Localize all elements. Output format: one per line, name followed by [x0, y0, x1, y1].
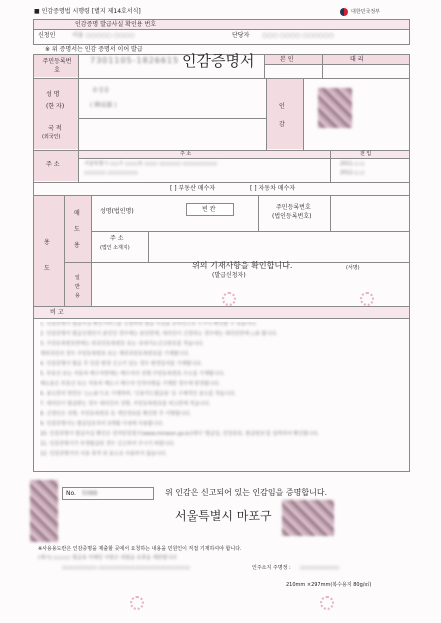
address-value: 서울특별시 ○○구 ○○○로 ○○○ ○○○○○ ○○○○○○○○ [84, 161, 218, 167]
resident-number-value: 7301105-1826615 [90, 56, 180, 65]
footer-note-1: ※사용용도란은 인감증명을 제출할 곳에서 요청하는 내용을 민원인이 직접 기재하셔야 합니다. [38, 546, 242, 552]
moved-in-date-2: 2012.○.○ [340, 170, 365, 176]
issuing-office: 서울특별시 마포구 [175, 509, 272, 523]
applicant-value: 서울 ○○○○○ ○○○○ [72, 32, 135, 39]
watermark-flower-icon [320, 596, 334, 610]
official-seal [282, 500, 334, 536]
confirm-sub-text: (발급신청자) [212, 272, 246, 279]
signature-label: (서명) [346, 265, 360, 271]
name-value: 유성웅 [92, 87, 110, 94]
name-hanja-label: (한 자) [46, 103, 65, 110]
remarks-note: 5. 부동산 또는 자동차 매수자란에는 매수자의 성명·주민등록번호·주소를 기재합니다. [40, 371, 225, 377]
issue-number-label: 인감증명 발급사실 확인용 번호 [75, 21, 157, 28]
remarks-notes [40, 322, 405, 468]
name-hanja-value: ( 柳成雄 ) [90, 102, 117, 109]
remarks-note: 10. 인감증명서 발급사실 확인은 전자민원창구(www.minwon.go.kr)에서 '발급일, 민원종류, 발급번호'를 입력하여 확인합니다. [40, 431, 320, 437]
government-logo: 대한민국정부 [340, 6, 410, 18]
issuer-photo [30, 480, 58, 542]
nationality-sub-label: (외국인) [42, 134, 61, 140]
remarks-note: 12. 인감증명서의 사용 목적 외 용도로 사용하지 않습니다. [40, 451, 167, 457]
remarks-note: 11. 인감증명서가 부정발급된 경우 신고하여 주시기 바랍니다. [40, 441, 175, 447]
agent-label: 대 리 [350, 56, 364, 63]
name-corp-label: 성명(법인명) [100, 208, 134, 215]
company-value: ○○○ ○○○○ ○○○○○○ [262, 32, 334, 39]
certify-text: 위 인감은 신고되어 있는 인감임을 증명합니다. [165, 488, 328, 497]
blank-field-label: 빈 칸 [202, 206, 216, 213]
footer-note-2: (제시) ○○○○ 발급용 미해당 사항은 대필을 보충을 제한합니다 [38, 555, 177, 561]
corp-address-label: 주 소 [110, 235, 124, 242]
remarks-note: 1. 인감증명서 발급사실 확인서비스를 신청하면 발급 사실을 온라인으로 누구나 확인할 수 있습니다. [40, 322, 258, 327]
company-label: 단당자 [232, 32, 250, 39]
remarks-note: 4. 인감증명서 발급 후 인감 변경 신고가 있는 경우 변경일자를 기재합니다. [40, 361, 203, 367]
resident-number-label: 주민등록번호 [42, 58, 72, 74]
remarks-label: 비 고 [50, 309, 64, 316]
remarks-note: 매도용은 부동산 또는 자동차 매도시 매수자 인적사항을 기재한 경우에 한정합니다. [40, 381, 221, 387]
seal-label: 인 감 [279, 103, 285, 128]
seller-use-label: 매 도 용 [74, 210, 80, 249]
paper-spec: 210mm ×297mm(복수용지 80g/㎡) [286, 582, 372, 588]
serial-label: No. [66, 490, 76, 497]
nationality-label: 국 적 [48, 125, 62, 132]
name-label: 성 명 [46, 91, 60, 98]
taegeuk-icon [340, 8, 348, 16]
watermark-flower-icon [130, 596, 144, 610]
seal-impression [318, 88, 352, 128]
remarks-note: 9. 인감증명서는 발급일로부터 3개월 이내에 사용합니다. [40, 421, 164, 427]
resident-corp-sub-label: (법인등록번호) [272, 213, 312, 220]
corp-address-sub-label: (법인 소재지) [100, 245, 130, 251]
resident-corp-label: 주민등록번호 [276, 204, 311, 211]
remarks-note: 8. 신청인은 성명, 주민등록번호 등 개인정보를 확인한 후 서명합니다. [40, 411, 192, 417]
confirm-text: 위의 기재사항을 확인합니다. [192, 261, 293, 270]
remarks-note: 3. 주민등록번호란에는 외국인등록번호 또는 국내거소신고번호를 적습니다. [40, 341, 205, 347]
car-buyer-checkbox[interactable]: [ ] 자동차 매수자 [250, 185, 296, 192]
remarks-note: 2. 인감증명서 발급신청인이 본인인 경우에는 본인란에, 대리인이 신청하는 경우에는 대리인란에 ○표 합니다. [40, 331, 278, 337]
general-use-label: 일 반 용 [75, 275, 80, 299]
document-title: 인감증명서 [182, 52, 255, 70]
moved-in-header: 전 입 [360, 151, 372, 157]
usage-side-label: 용 도 [44, 239, 50, 272]
footer-address-line: ○○○○○○○○ ○○○○○○○○○○○○○○○○○○○○○ [62, 565, 191, 571]
address-label: 주 소 [46, 161, 60, 168]
remarks-note: 7. 대리인이 발급받는 경우 대리인의 성명, 주민등록번호를 비고란에 적습니다. [40, 401, 211, 407]
principal-label: 본 인 [280, 56, 294, 63]
cert-address-value: ○○○○○○○○○ [300, 565, 340, 571]
cert-address-label: 인주소지 주명정 : [252, 565, 291, 571]
serial-value: 5088 [82, 490, 98, 497]
remarks-note: 6. 용도란의 빈칸은 '○○용'으로 기재하며, '신용카드발급용' 등 구체적인 용도를 적습니다. [40, 391, 236, 397]
realestate-buyer-checkbox[interactable]: [ ] 부동산 매수자 [170, 185, 216, 192]
form-reference: ■ 인감증명법 시행령 [별지 제14호서식] [34, 8, 141, 15]
address-value-2: ○○○○○ ○○○○○○○ [84, 170, 138, 176]
applicant-label: 신청인 [38, 32, 56, 39]
notice-line: ※ 위 증명서는 인감 증명서 이어 발급 [45, 46, 143, 53]
address-header: 주 소 [180, 151, 192, 157]
moved-in-date: 2011.○.○ [340, 161, 365, 167]
remarks-note: 재외국민의 경우 주민등록번호 또는 재외국민등록번호를 기재합니다. [40, 351, 190, 357]
